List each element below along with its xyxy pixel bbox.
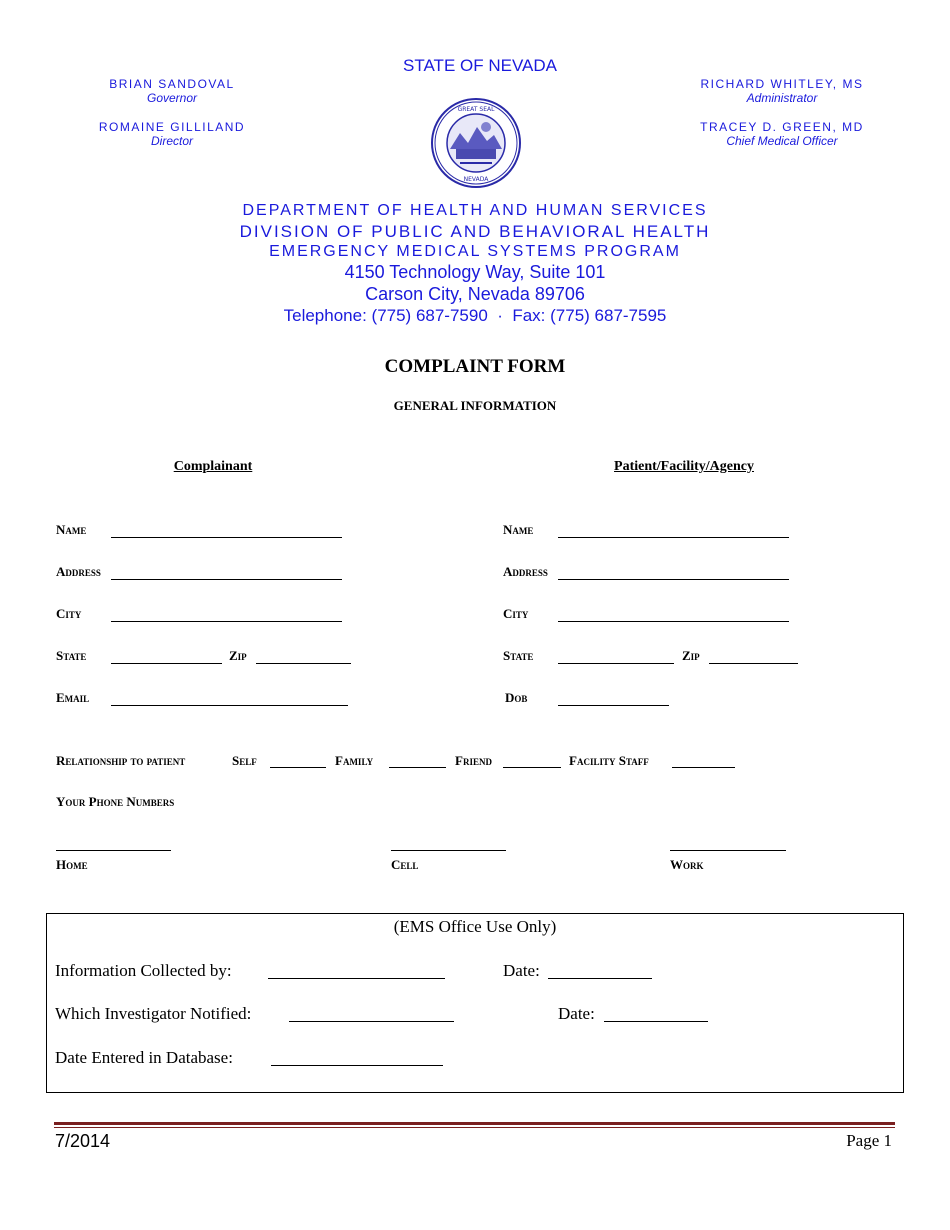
- relationship-family-label: Family: [335, 753, 374, 768]
- complainant-state-label: State: [56, 648, 87, 663]
- relationship-staff-field[interactable]: [672, 767, 735, 768]
- cmo-title: Chief Medical Officer: [726, 134, 838, 148]
- contact-line: Telephone: (775) 687-7590 · Fax: (775) 687-7595: [283, 306, 667, 325]
- entered-field[interactable]: [271, 1065, 443, 1066]
- office-use-title: (EMS Office Use Only): [393, 917, 557, 936]
- program-name: EMERGENCY MEDICAL SYSTEMS PROGRAM: [269, 243, 681, 260]
- cmo-name: TRACEY D. GREEN, MD: [700, 120, 864, 134]
- patient-state-label: State: [503, 648, 534, 663]
- collected-by-field[interactable]: [268, 978, 445, 979]
- complainant-address-field[interactable]: [111, 579, 342, 580]
- patient-city-field[interactable]: [558, 621, 789, 622]
- svg-text:NEVADA: NEVADA: [463, 176, 489, 183]
- complainant-email-field[interactable]: [111, 705, 348, 706]
- director-name: ROMAINE GILLILAND: [98, 120, 246, 134]
- relationship-friend-field[interactable]: [503, 767, 561, 768]
- relationship-friend-label: Friend: [455, 753, 492, 768]
- phone-work-label: Work: [670, 857, 704, 872]
- patient-zip-field[interactable]: [709, 663, 798, 664]
- patient-dob-field[interactable]: [558, 705, 669, 706]
- entered-label: Date Entered in Database:: [55, 1048, 233, 1067]
- complainant-state-field[interactable]: [111, 663, 222, 664]
- relationship-staff-label: Facility Staff: [569, 753, 649, 768]
- complainant-zip-field[interactable]: [256, 663, 351, 664]
- phone-home-field[interactable]: [56, 850, 171, 851]
- relationship-label: Relationship to patient: [56, 753, 186, 768]
- nevada-seal-icon: [430, 97, 522, 189]
- relationship-family-field[interactable]: [389, 767, 446, 768]
- complainant-name-field[interactable]: [111, 537, 342, 538]
- patient-city-label: City: [503, 606, 529, 621]
- complainant-zip-label: Zip: [229, 648, 247, 663]
- administrator-title: Administrator: [746, 91, 818, 105]
- patient-name-label: Name: [503, 522, 534, 537]
- patient-state-field[interactable]: [558, 663, 674, 664]
- investigator-field[interactable]: [289, 1021, 454, 1022]
- footer-rule-thick: [54, 1122, 895, 1125]
- complainant-city-field[interactable]: [111, 621, 342, 622]
- official-director: [72, 120, 272, 148]
- address-line-2: Carson City, Nevada 89706: [365, 284, 585, 304]
- department-name: DEPARTMENT OF HEALTH AND HUMAN SERVICES: [242, 202, 708, 219]
- director-title: Director: [150, 134, 193, 148]
- form-subtitle: GENERAL INFORMATION: [393, 398, 557, 413]
- relationship-self-field[interactable]: [270, 767, 326, 768]
- phone-numbers-label: Your Phone Numbers: [56, 794, 175, 809]
- governor-title: Governor: [146, 91, 198, 105]
- footer-rule-thin: [54, 1127, 895, 1128]
- administrator-name: RICHARD WHITLEY, MS: [700, 77, 864, 91]
- official-administrator: [672, 77, 892, 105]
- phone-cell-label: Cell: [391, 857, 419, 872]
- complainant-city-label: City: [56, 606, 82, 621]
- governor-name: BRIAN SANDOVAL: [109, 77, 235, 91]
- investigator-label: Which Investigator Notified:: [55, 1004, 252, 1023]
- footer-page: Page 1: [846, 1131, 892, 1150]
- date1-field[interactable]: [548, 978, 652, 979]
- footer-date: 7/2014: [55, 1131, 111, 1151]
- patient-zip-label: Zip: [682, 648, 700, 663]
- patient-heading: Patient/Facility/Agency: [614, 459, 754, 474]
- patient-address-label: Address: [503, 564, 548, 579]
- phone-work-field[interactable]: [670, 850, 786, 851]
- state-title: STATE OF NEVADA: [403, 56, 557, 75]
- complainant-address-label: Address: [56, 564, 101, 579]
- complainant-email-label: Email: [56, 690, 90, 705]
- date2-label: Date:: [558, 1004, 595, 1023]
- patient-name-field[interactable]: [558, 537, 789, 538]
- official-cmo: [672, 120, 892, 148]
- collected-by-label: Information Collected by:: [55, 961, 232, 980]
- date2-field[interactable]: [604, 1021, 708, 1022]
- relationship-self-label: Self: [232, 753, 257, 768]
- patient-dob-label: Dob: [505, 690, 528, 705]
- official-governor: [72, 77, 272, 105]
- svg-text:GREAT SEAL: GREAT SEAL: [457, 106, 495, 113]
- date1-label: Date:: [503, 961, 540, 980]
- phone-cell-field[interactable]: [391, 850, 506, 851]
- address-line-1: 4150 Technology Way, Suite 101: [344, 262, 606, 282]
- complainant-name-label: Name: [56, 522, 87, 537]
- complainant-heading: Complainant: [173, 459, 253, 474]
- form-title: COMPLAINT FORM: [384, 356, 566, 377]
- phone-home-label: Home: [56, 857, 88, 872]
- patient-address-field[interactable]: [558, 579, 789, 580]
- division-name: DIVISION OF PUBLIC AND BEHAVIORAL HEALTH: [239, 222, 711, 241]
